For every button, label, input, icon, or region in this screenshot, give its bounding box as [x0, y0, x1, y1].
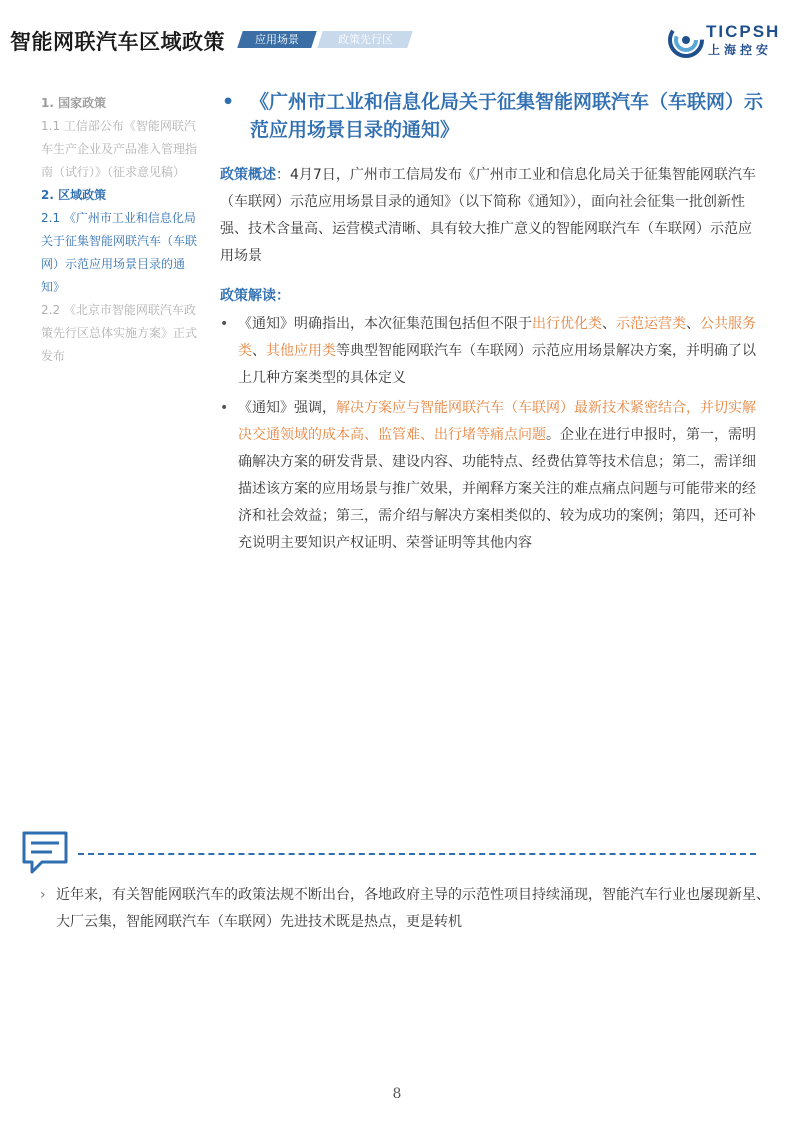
- note-divider: [78, 853, 756, 855]
- toc-item-2-1[interactable]: 2.1 《广州市工业和信息化局关于征集智能网联汽车（车联网）示范应用场景目录的通知》: [41, 211, 198, 294]
- title-bullet: •: [222, 91, 235, 113]
- overview-label: 政策概述: [220, 167, 276, 183]
- bullet-item-scope: • 《通知》明确指出，本次征集范围包括但不限于出行优化类、示范运营类、公共服务类、其他应用类等典型智能网联汽车（车联网）示范应用场景解决方案，并明确了以上几种方案类型的具体定义: [220, 311, 765, 392]
- policy-title: [220, 88, 765, 144]
- page-number: 8: [392, 1086, 402, 1102]
- toc-section-regional[interactable]: 2. 区域政策: [41, 188, 107, 202]
- company-logo: [668, 20, 788, 60]
- summary-note: [40, 882, 776, 936]
- policy-title-text: 《广州市工业和信息化局关于征集智能网联汽车（车联网）示范应用场景目录的通知》: [250, 91, 764, 141]
- summary-note-text: 近年来，有关智能网联汽车的政策法规不断出台，各地政府主导的示范性项目持续涌现，智能汽车行业也屡现新星、大厂云集，智能网联汽车（车联网）先进技术既是热点，更是转机: [56, 887, 770, 930]
- logo-swirl-icon: [668, 22, 704, 58]
- logo-text-en: TICPSH: [706, 22, 781, 41]
- bullet-item-emphasis: • 《通知》强调，解决方案应与智能网联汽车（车联网）最新技术紧密结合，并切实解决交通领域的成本高、监管难、出行堵等痛点问题。企业在进行申报时，第一，需明确解决方案的研发背景、建设内容、功能特点、经费估算等技术信息；第二，需详细描述该方案的应用场景与推广效果，并阐释方案关注的难点痛点问题与可能带来的经济和社会效益；第三，需介绍与解决方案相类似的、较为成功的案例；第四，还可补充说明主要知识产权证明、荣誉证明等其他内容: [220, 395, 765, 557]
- sidebar-toc: [41, 92, 201, 368]
- interpretation-label: 政策解读：: [220, 288, 290, 304]
- logo-text-cn: 上海控安: [708, 43, 773, 57]
- toc-section-national[interactable]: 1. 国家政策: [41, 96, 107, 110]
- toc-item-1-1[interactable]: 1.1 工信部公布《智能网联汽车生产企业及产品准入管理指南（试行）》（征求意见稿）: [41, 119, 198, 179]
- overview-text: ：4月7日，广州市工信局发布《广州市工业和信息化局关于征集智能网联汽车（车联网）示范应用场景目录的通知》（以下简称《通知》），面向社会征集一批创新性强、技术含量高、运营模式清晰、具有较大推广意义的智能网联汽车（车联网）示范应用场景: [220, 167, 756, 264]
- toc-item-2-2[interactable]: 2.2 《北京市智能网联汽车政策先行区总体实施方案》正式发布: [41, 303, 198, 363]
- page-header-title: 智能网联汽车区域政策: [10, 30, 225, 54]
- comment-icon: [20, 828, 70, 878]
- bullet-dot: •: [220, 316, 229, 332]
- tag-policy-pilot-zone: 政策先行区: [317, 31, 413, 48]
- tag-application-scenario: 应用场景: [237, 31, 317, 48]
- policy-overview: [220, 162, 765, 270]
- chevron-right-icon: ›: [40, 887, 46, 903]
- main-content: [220, 88, 765, 557]
- bullet-dot: •: [220, 400, 229, 416]
